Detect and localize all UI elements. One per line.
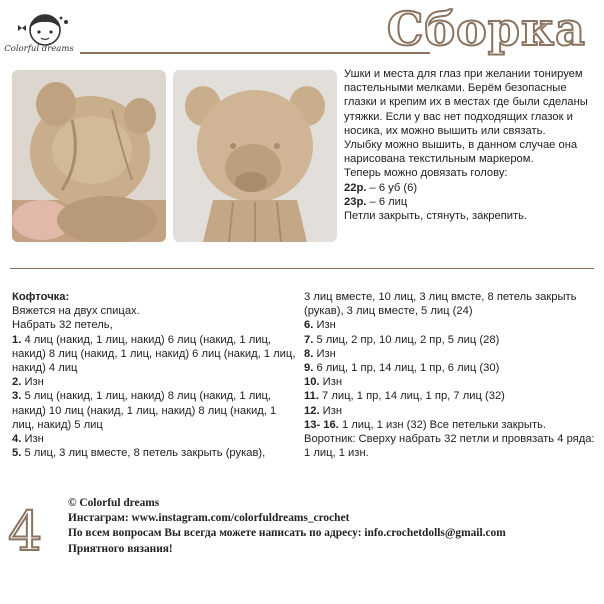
sweater-instructions-right <box>304 290 596 460</box>
sweater-line: Набрать 32 петель, <box>12 319 113 332</box>
sweater-row: 2. Изн <box>12 376 44 389</box>
row-label: 23р. <box>344 195 367 208</box>
sweater-row: 5. 5 лиц, 3 лиц вместе, 8 петель закрыть (рукав), <box>12 447 266 460</box>
closing-wish: Приятного вязания! <box>68 542 173 555</box>
collar-instructions: Воротник: Сверху набрать 32 петли и провязать 4 ряда: 1 лиц, 1 изн. <box>304 433 595 460</box>
instagram-link[interactable]: Инстаграм: www.instagram.com/colorfuldreams_crochet <box>68 512 350 525</box>
assembly-intro: Ушки и места для глаз при желании тонируем пастельными мелками. Берём безопасные глазки и крепим их в местах где были сделаны утяжки. Если у вас нет подходящих глазок и носика, их можно вышить или связать. <box>344 68 588 137</box>
sweater-row: 3. 5 лиц (накид, 1 лиц, накид) 8 лиц (накид, 1 лиц, накид) 10 лиц (накид, 1 лиц, накид) 8 лиц (накид, 1 лиц, накид) 5 лиц <box>12 390 277 431</box>
sweater-row: 13- 16. 1 лиц, 1 изн (32) Все петельки закрыть. <box>304 418 547 431</box>
assembly-smile: Улыбку можно вышить, в данном случае она нарисована текстильным маркером. <box>344 139 578 166</box>
page-number: 4 <box>8 500 43 563</box>
copyright: © Colorful dreams <box>68 497 160 509</box>
assembly-row <box>344 181 596 195</box>
sweater-line: Вяжется на двух спицах. <box>12 305 140 318</box>
footer <box>68 496 598 557</box>
assembly-finish: Петли закрыть, стянуть, закрепить. <box>344 210 528 223</box>
sweater-row-continued: 3 лиц вместе, 10 лиц, 3 лиц вмсте, 8 петель закрыть (рукав), 3 лиц вместе, 5 лиц (24) <box>304 291 577 318</box>
sweater-row: 6. Изн <box>304 319 336 332</box>
page-title: Сборка <box>386 2 586 56</box>
section-divider <box>10 268 594 269</box>
sweater-row: 7. 5 лиц, 2 пр, 10 лиц, 2 пр, 5 лиц (28) <box>304 333 500 346</box>
row-label: 22р. <box>344 181 367 194</box>
contact-email[interactable]: По всем вопросам Вы всегда можете написать по адресу: info.crochetdolls@gmail.com <box>68 527 506 540</box>
title-divider <box>80 52 430 54</box>
logo-text: Colorful dreams <box>4 44 74 54</box>
sweater-row: 12. Изн <box>304 404 343 417</box>
sweater-row: 1. 4 лиц (накид, 1 лиц, накид) 6 лиц (накид, 1 лиц, накид) 8 лиц (накид, 1 лиц, накид) 6 лиц (накид, 1 лиц, накид) 4 лиц <box>12 333 296 375</box>
photo-bear-head-front <box>173 70 337 242</box>
photo-bear-head-back <box>12 70 166 242</box>
assembly-instructions <box>344 67 596 223</box>
sweater-row: 9. 6 лиц, 1 пр, 14 лиц, 1 пр, 6 лиц (30) <box>304 362 500 375</box>
sweater-row: 4. Изн <box>12 433 44 446</box>
sweater-heading: Кофточка: <box>12 291 70 303</box>
sweater-instructions-left <box>12 290 300 460</box>
sweater-row: 10. Изн <box>304 376 343 389</box>
row-text: – 6 уб (6) <box>366 181 418 194</box>
sweater-row: 8. Изн <box>304 347 336 360</box>
sweater-row: 11. 7 лиц, 1 пр, 14 лиц, 1 пр, 7 лиц (32) <box>304 390 505 403</box>
row-text: – 6 лиц <box>366 195 408 208</box>
assembly-continue: Теперь можно довязать голову: <box>344 167 508 180</box>
assembly-row <box>344 195 596 209</box>
